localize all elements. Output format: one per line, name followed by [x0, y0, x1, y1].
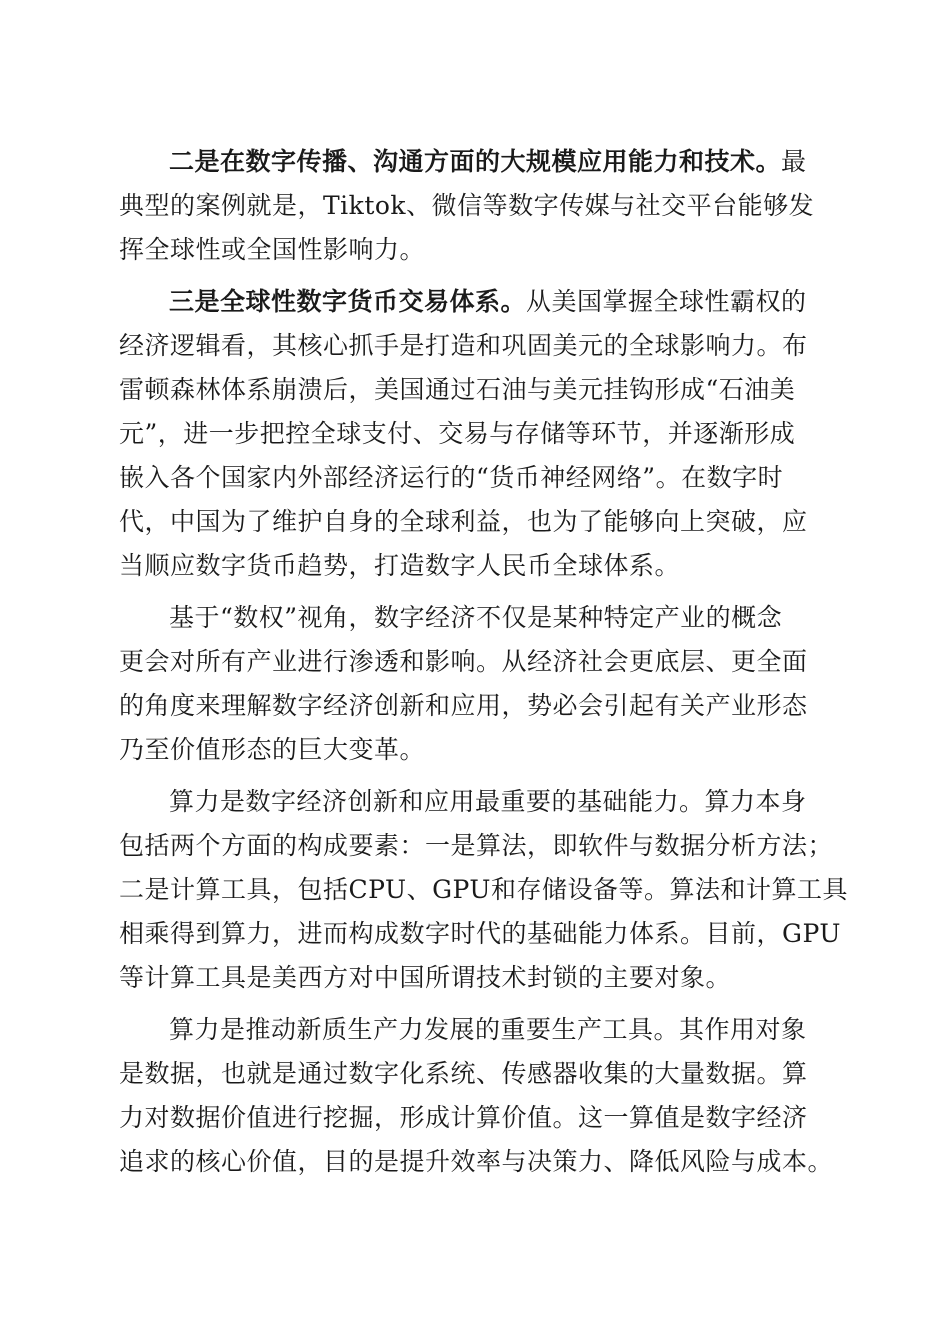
text-line: 力对数据价值进行挖掘，形成计算价值。这一算值是数字经济 — [119, 1103, 808, 1132]
text-line: 雷顿森林体系崩溃后，美国通过石油与美元挂钩形成“石油美 — [119, 375, 796, 404]
text-run: 最 — [781, 147, 807, 176]
text-line: 嵌入各个国家内外部经济运行的“货币神经网络”。在数字时 — [119, 463, 784, 492]
text-line: 典型的案例就是，Tiktok、微信等数字传媒与社交平台能够发 — [119, 191, 815, 220]
text-line: 二是计算工具，包括CPU、GPU和存储设备等。算法和计算工具 — [119, 875, 849, 904]
text-line: 更会对所有产业进行渗透和影响。从经济社会更底层、更全面 — [119, 647, 808, 676]
text-line: 基于“数权”视角，数字经济不仅是某种特定产业的概念 — [169, 603, 783, 632]
text-line: 是数据，也就是通过数字化系统、传感器收集的大量数据。算 — [119, 1059, 808, 1088]
text-line: 的角度来理解数字经济创新和应用，势必会引起有关产业形态 — [119, 691, 808, 720]
text-line: 代，中国为了维护自身的全球利益，也为了能够向上突破，应 — [119, 507, 808, 536]
text-line: 相乘得到算力，进而构成数字时代的基础能力体系。目前，GPU — [119, 919, 841, 948]
text-line: 算力是数字经济创新和应用最重要的基础能力。算力本身 — [169, 787, 807, 816]
text-line — [169, 140, 807, 184]
text-line: 经济逻辑看，其核心抓手是打造和巩固美元的全球影响力。布 — [119, 331, 808, 360]
text-line: 当顺应数字货币趋势，打造数字人民币全球体系。 — [119, 551, 681, 580]
text-line: 包括两个方面的构成要素：一是算法，即软件与数据分析方法； — [119, 831, 834, 860]
text-line: 挥全球性或全国性影响力。 — [119, 235, 426, 264]
text-line: 追求的核心价值，目的是提升效率与决策力、降低风险与成本。 — [119, 1147, 834, 1176]
text-line: 元”，进一步把控全球支付、交易与存储等环节，并逐渐形成 — [119, 419, 796, 448]
text-line: 等计算工具是美西方对中国所谓技术封锁的主要对象。 — [119, 963, 732, 992]
text-line: 算力是推动新质生产力发展的重要生产工具。其作用对象 — [169, 1015, 807, 1044]
text-line — [169, 280, 807, 324]
text-line: 乃至价值形态的巨大变革。 — [119, 735, 426, 764]
bold-heading-phrase: 二是在数字传播、沟通方面的大规模应用能力和技术。 — [169, 147, 782, 176]
text-run: 从美国掌握全球性霸权的 — [526, 287, 807, 316]
bold-heading-phrase: 三是全球性数字货币交易体系。 — [169, 287, 527, 316]
